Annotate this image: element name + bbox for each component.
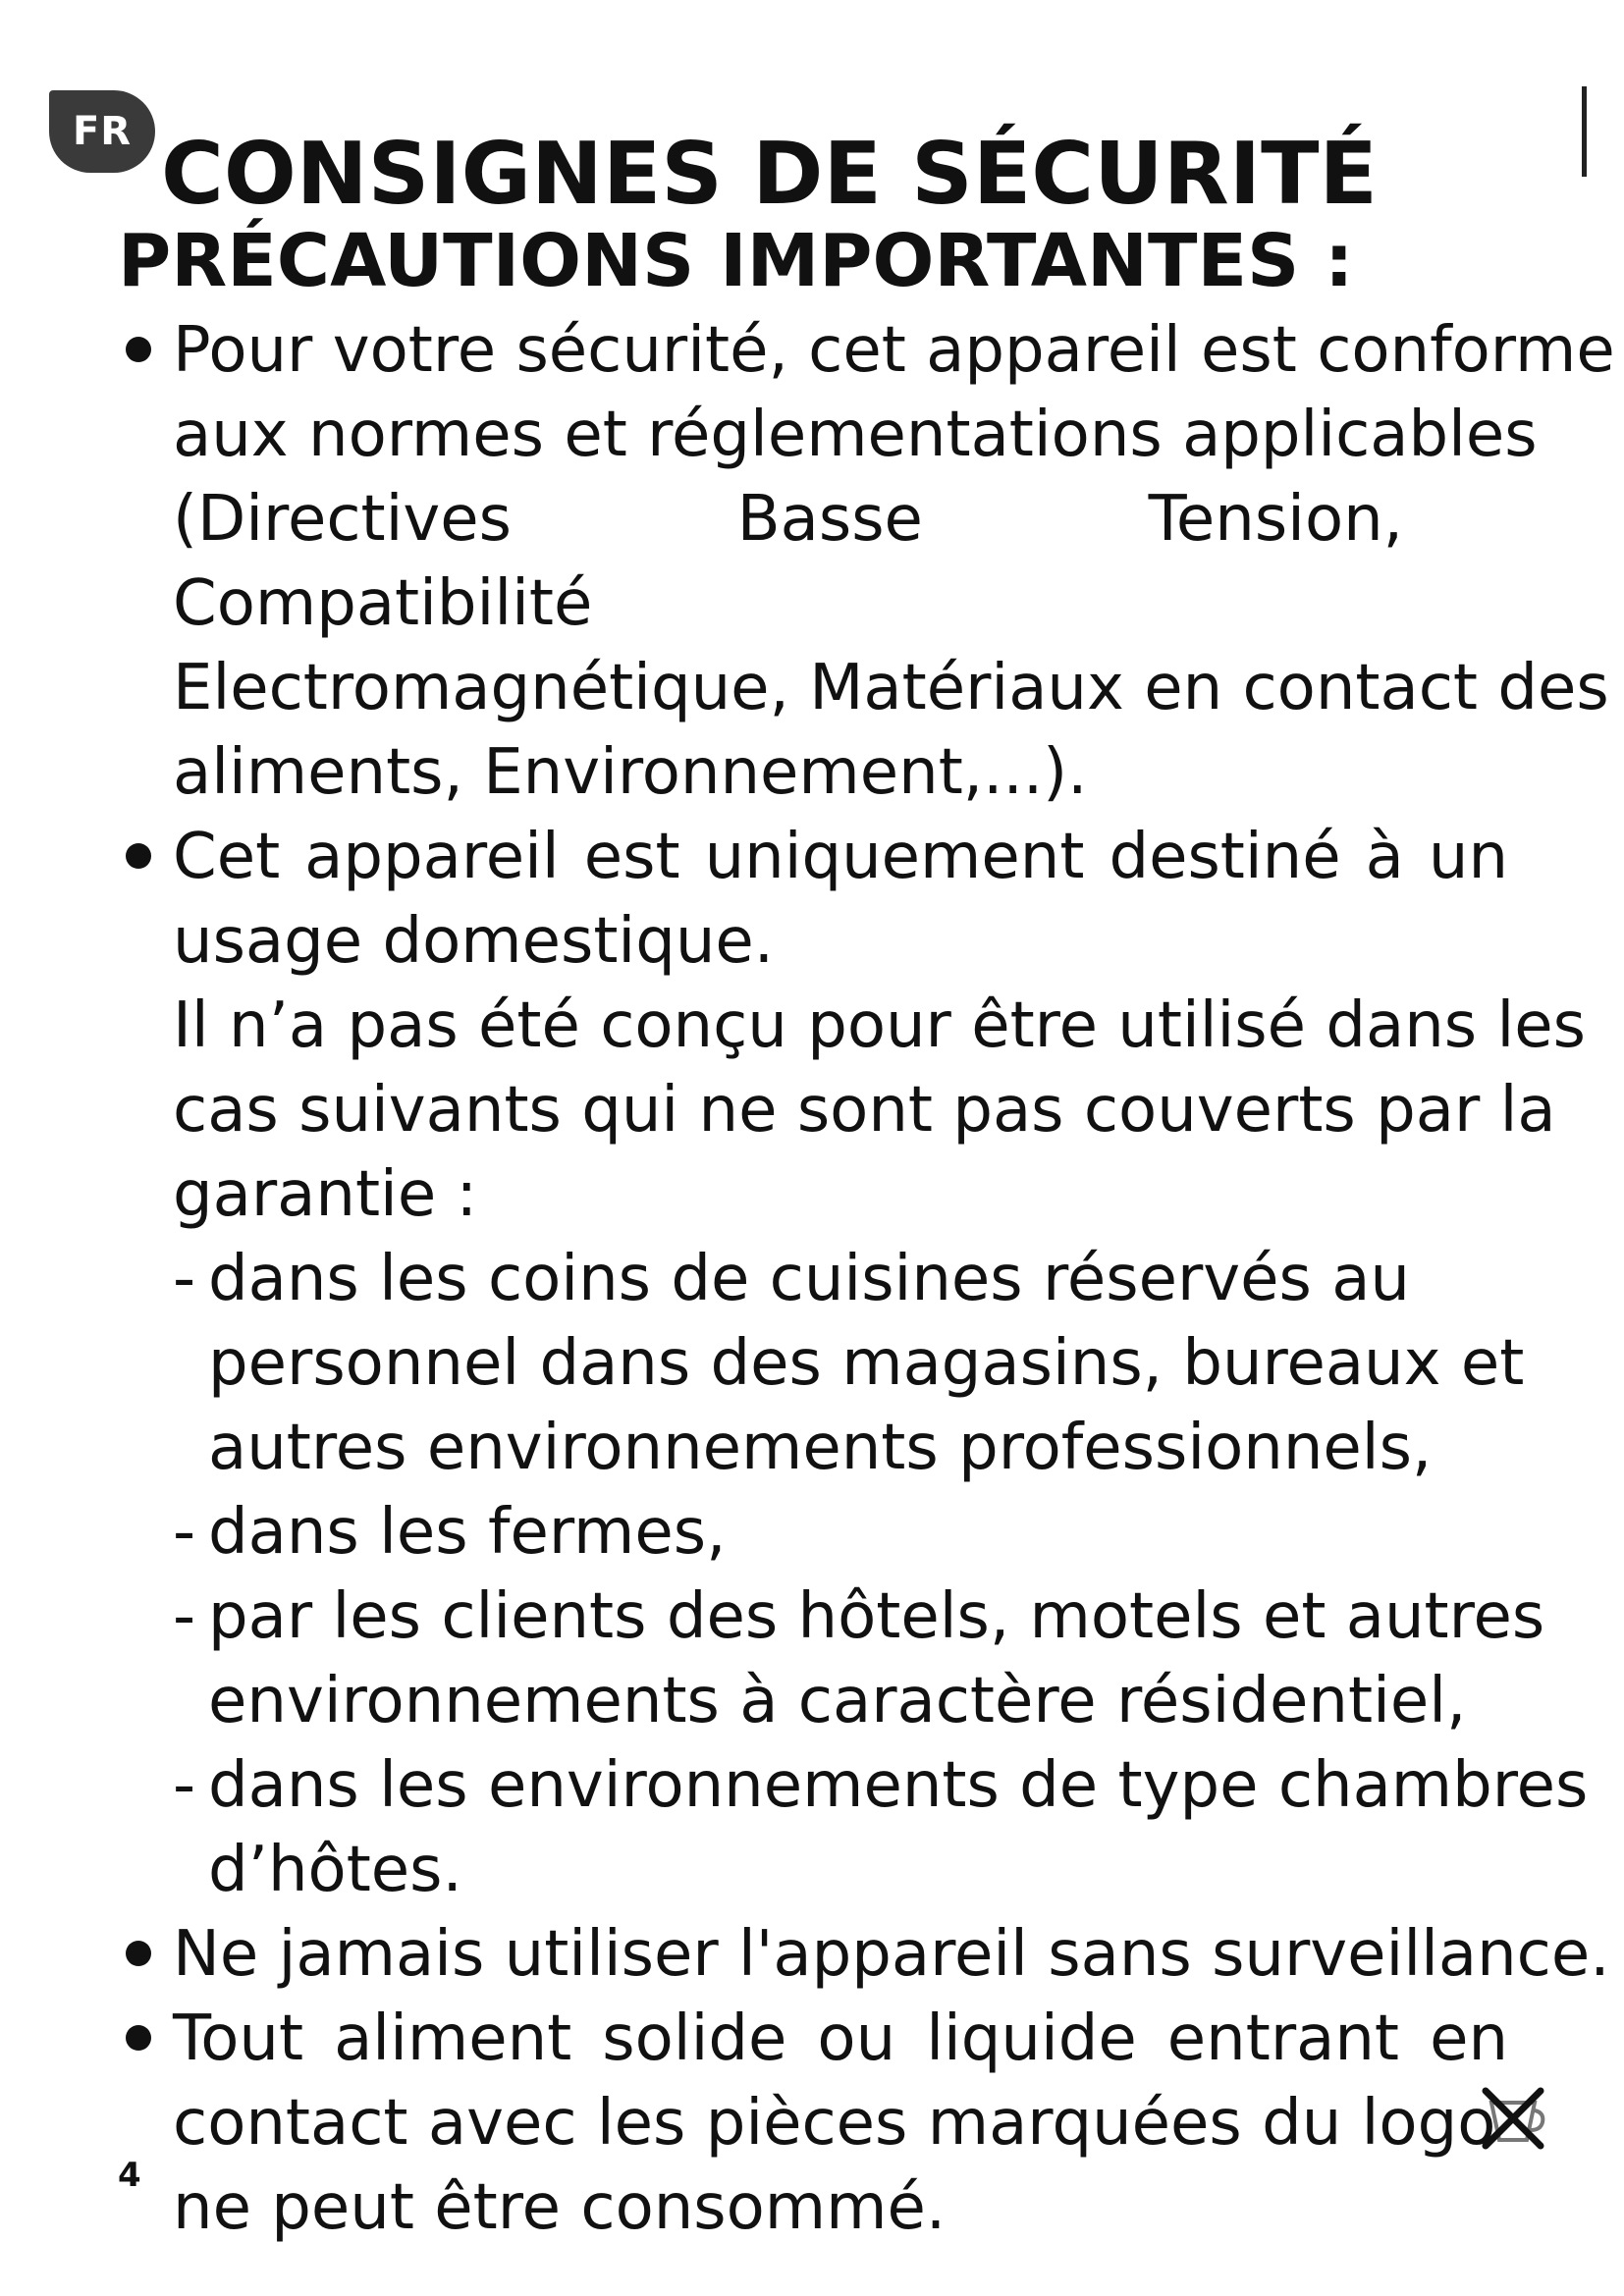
bullet-icon <box>126 1941 151 1966</box>
dash-marker: - <box>173 1243 196 1315</box>
sub-list-item <box>173 1237 1551 1490</box>
text-line: Cet appareil est uniquement destiné à un <box>173 821 1508 893</box>
text-line: dans les fermes, <box>208 1496 727 1569</box>
text-line: (Directives Basse Tension, Compatibilité <box>173 483 1403 640</box>
list-item <box>118 308 1615 815</box>
text-line: aliments, Environnement,...). <box>173 736 1088 809</box>
text-line: cas suivants qui ne sont pas couverts par la <box>173 1074 1556 1147</box>
text-line: d’hôtes. <box>208 1834 462 1906</box>
text-line: garantie : <box>173 1158 478 1231</box>
text-line: environnements à caractère résidentiel, <box>208 1665 1467 1737</box>
text-line: autres environnements professionnels, <box>208 1412 1433 1484</box>
text-line: Il n’a pas été conçu pour être utilisé dans les <box>173 989 1586 1062</box>
bullet-icon <box>126 337 151 362</box>
dash-marker: - <box>173 1496 196 1569</box>
text-line: dans les coins de cuisines réservés au <box>208 1243 1410 1315</box>
dash-marker: - <box>173 1749 196 1822</box>
text-line-with-logo <box>173 2081 1551 2165</box>
text-line: aux normes et réglementations applicables <box>173 399 1538 471</box>
bullet-icon <box>126 2025 151 2051</box>
bullet-icon <box>126 843 151 869</box>
margin-bar <box>1582 86 1587 177</box>
safety-list <box>118 308 1615 2250</box>
text-line: Electromagnétique, Matériaux en contact des <box>173 652 1609 724</box>
sub-list-item <box>173 1575 1551 1743</box>
sub-list-item <box>173 1490 1551 1575</box>
text-line: contact avec les pièces marquées du logo <box>173 2087 1496 2160</box>
page-number: 4 <box>118 2156 141 2195</box>
text-line: Pour votre sécurité, cet appareil est conforme <box>173 314 1615 387</box>
crossed-out-cup-icon <box>1478 2083 1548 2154</box>
language-tab: FR <box>49 90 155 173</box>
page-title: CONSIGNES DE SÉCURITÉ <box>161 124 1378 224</box>
sub-list-item <box>173 1743 1589 1912</box>
text-line: par les clients des hôtels, motels et autres <box>208 1580 1545 1653</box>
list-item <box>118 1912 1610 1997</box>
dash-marker: - <box>173 1580 196 1653</box>
text-line: ne peut être consommé. <box>173 2171 947 2244</box>
text-line: dans les environnements de type chambres <box>208 1749 1589 1822</box>
text-line: usage domestique. <box>173 905 775 978</box>
section-subtitle: PRÉCAUTIONS IMPORTANTES : <box>118 219 1354 303</box>
list-item <box>118 815 1589 1912</box>
text-line: personnel dans des magasins, bureaux et <box>208 1327 1525 1400</box>
text-line: Ne jamais utiliser l'appareil sans surveillance. <box>173 1918 1610 1991</box>
list-item <box>118 1997 1551 2250</box>
text-line: Tout aliment solide ou liquide entrant en <box>173 2002 1508 2075</box>
